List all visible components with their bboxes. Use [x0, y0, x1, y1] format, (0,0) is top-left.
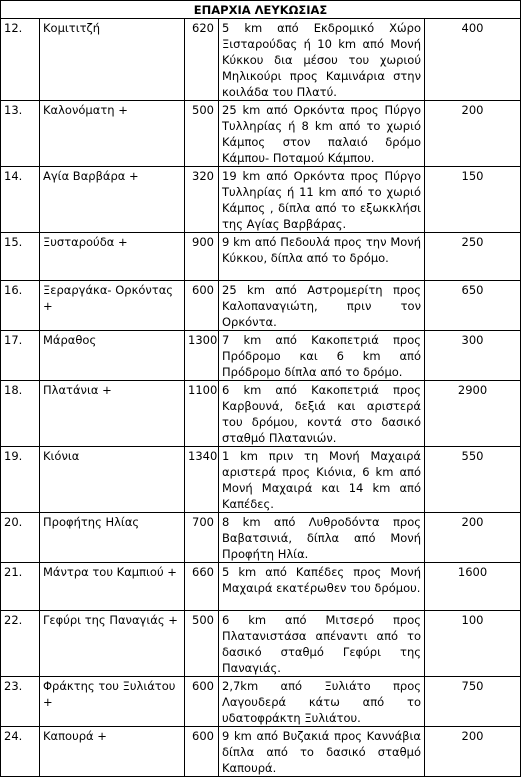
altitude-cell: 900 [185, 233, 219, 281]
table-row [1, 513, 521, 563]
capacity-cell: 200 [425, 101, 521, 167]
site-name: Καλονόματη + [40, 101, 185, 167]
directions-cell: 6 km από Κακοπετριά προς Καρβουνά, δεξιά και αριστερά του δρόμου, κοντά στο δασικό σταθμό Πλατανιών. [219, 381, 425, 447]
capacity-cell: 550 [425, 447, 521, 513]
row-number: 24. [1, 727, 40, 777]
capacity-cell: 200 [425, 727, 521, 777]
directions-cell: 1 km πριν τη Μονή Μαχαιρά αριστερά προς Κιόνια, 6 km από Μονή Μαχαιρά και 14 km από Καπέδες. [219, 447, 425, 513]
capacity-cell: 400 [425, 19, 521, 101]
site-name: Κομιτιτζή [40, 19, 185, 101]
altitude-cell: 500 [185, 101, 219, 167]
site-name: Κιόνια [40, 447, 185, 513]
table-row [1, 331, 521, 381]
row-number: 20. [1, 513, 40, 563]
site-name: Μάντρα του Καμπιού + [40, 563, 185, 611]
table-row [1, 381, 521, 447]
site-name: Ξεραργάκα- Ορκόντας + [40, 281, 185, 331]
row-number: 13. [1, 101, 40, 167]
altitude-cell: 1100 [185, 381, 219, 447]
capacity-cell: 750 [425, 677, 521, 727]
row-number: 21. [1, 563, 40, 611]
directions-cell: 5 km από Καπέδες προς Μονή Μαχαιρά εκατέρωθεν του δρόμου. [219, 563, 425, 611]
directions-cell: 19 km από Ορκόντα προς Πύργο Τυλληρίας ή 11 km από το χωριό Κάμπος , δίπλα από το εξωκκλήσι της Αγίας Βαρβάρας. [219, 167, 425, 233]
directions-cell: 9 km από Βυζακιά προς Καννάβια δίπλα από το δασικό σταθμό Καπουρά. [219, 727, 425, 777]
altitude-cell: 700 [185, 513, 219, 563]
row-number: 23. [1, 677, 40, 727]
altitude-cell: 1340 [185, 447, 219, 513]
table-row [1, 101, 521, 167]
capacity-cell: 2900 [425, 381, 521, 447]
directions-cell: 25 km από Ορκόντα προς Πύργο Τυλληρίας ή 8 km από το χωριό Κάμπος στον παλαιό δρόμο Κάμπου- Ποταμού Κάμπου. [219, 101, 425, 167]
directions-cell: 25 km από Αστρομερίτη προς Καλοπαναγιώτη, πριν τον Ορκόντα. [219, 281, 425, 331]
site-name: Καπουρά + [40, 727, 185, 777]
site-name: Πλατάνια + [40, 381, 185, 447]
table-row [1, 611, 521, 677]
table-row [1, 447, 521, 513]
altitude-cell: 1300 [185, 331, 219, 381]
directions-cell: 2,7km από Ξυλιάτο προς Λαγουδερά κάτω από το υδατοφράκτη Ξυλιάτου. [219, 677, 425, 727]
table-header-row [1, 1, 521, 19]
row-number: 15. [1, 233, 40, 281]
directions-cell: 9 km από Πεδουλά προς την Μονή Κύκκου, δίπλα από το δρόμο. [219, 233, 425, 281]
site-name: Ξυσταρούδα + [40, 233, 185, 281]
capacity-cell: 150 [425, 167, 521, 233]
table-row [1, 727, 521, 777]
table-row [1, 167, 521, 233]
row-number: 19. [1, 447, 40, 513]
row-number: 17. [1, 331, 40, 381]
capacity-cell: 300 [425, 331, 521, 381]
altitude-cell: 320 [185, 167, 219, 233]
directions-cell: 6 km από Μιτσερό προς Πλατανιστάσα απέναντι από το δασικό σταθμό Γεφύρι της Παναγιάς. [219, 611, 425, 677]
altitude-cell: 600 [185, 727, 219, 777]
site-name: Φράκτης του Ξυλιάτου + [40, 677, 185, 727]
row-number: 18. [1, 381, 40, 447]
site-name: Αγία Βαρβάρα + [40, 167, 185, 233]
site-name: Προφήτης Ηλίας [40, 513, 185, 563]
capacity-cell: 200 [425, 513, 521, 563]
altitude-cell: 500 [185, 611, 219, 677]
directions-cell: 5 km από Εκδρομικό Χώρο Ξισταρούδας ή 10 km από Μονή Κύκκου δια μέσου του χωριού Μηλικούρι προς Καμινάρια στην κοιλάδα του Πλατύ. [219, 19, 425, 101]
altitude-cell: 600 [185, 677, 219, 727]
altitude-cell: 600 [185, 281, 219, 331]
site-name: Μάραθος [40, 331, 185, 381]
site-name: Γεφύρι της Παναγιάς + [40, 611, 185, 677]
capacity-cell: 100 [425, 611, 521, 677]
directions-cell: 8 km από Λυθροδόντα προς Βαβατσινιά, δίπλα από Μονή Προφήτη Ηλία. [219, 513, 425, 563]
directions-cell: 7 km από Κακοπετριά προς Πρόδρομο και 6 km από Πρόδρομο δίπλα από το δρόμο. [219, 331, 425, 381]
table-row [1, 563, 521, 611]
table-body [1, 1, 521, 777]
district-title: ΕΠΑΡΧΙΑ ΛΕΥΚΩΣΙΑΣ [1, 1, 521, 19]
table-row [1, 677, 521, 727]
row-number: 14. [1, 167, 40, 233]
capacity-cell: 250 [425, 233, 521, 281]
altitude-cell: 660 [185, 563, 219, 611]
table-row [1, 233, 521, 281]
row-number: 22. [1, 611, 40, 677]
capacity-cell: 1600 [425, 563, 521, 611]
altitude-cell: 620 [185, 19, 219, 101]
table-row [1, 19, 521, 101]
row-number: 16. [1, 281, 40, 331]
row-number: 12. [1, 19, 40, 101]
capacity-cell: 650 [425, 281, 521, 331]
table-row [1, 281, 521, 331]
